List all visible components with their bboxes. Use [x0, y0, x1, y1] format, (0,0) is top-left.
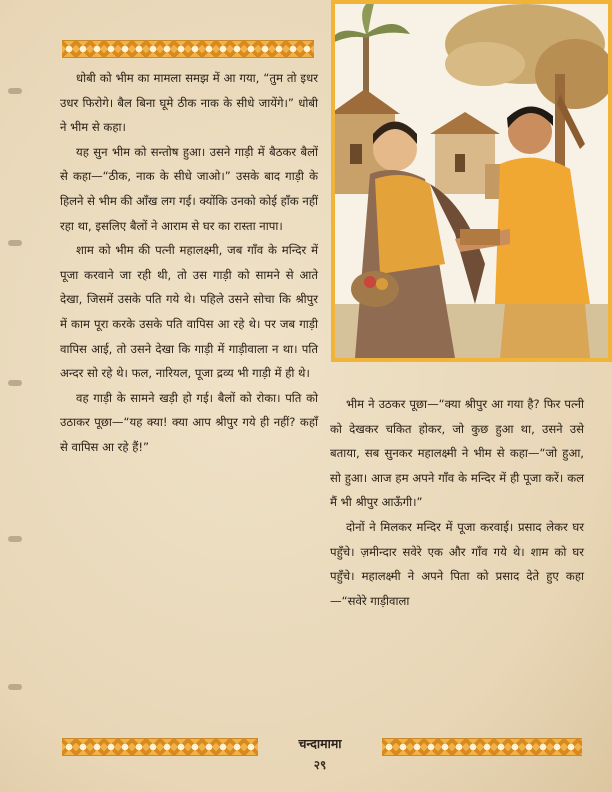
paragraph: वह गाड़ी के सामने खड़ी हो गई। बैलों को रोका। पति को उठाकर पूछा—“यह क्या! क्या आप श्रीपुर गये ही नहीं? कहाँ से वापिस आ रहे हैं!”: [60, 390, 318, 454]
paragraph: शाम को भीम की पत्नी महालक्ष्मी, जब गाँव के मन्दिर में पूजा करवाने जा रही थी, तो उस गाड़ी को सामने से आते देखा, जिसमें उसके पति गये थे। पहिले उसने सोचा कि श्रीपुर में काम पूरा करके उसके पति वापिस आ रहे थे। पर जब गाड़ी वापिस आई, तो उसने देखा कि गाड़ी में गाड़ीवाला न था। पति अन्दर सो रहे थे। फल, नारियल, पूजा द्रव्य भी गाड़ी में ही थे।: [60, 243, 318, 381]
decorative-border-top: [62, 40, 314, 58]
paragraph: धोबी को भीम का मामला समझ में आ गया, “तुम तो इधर उधर फिरोगे। बैल बिना घूमे ठीक नाक के सीधे जायेंगे।” धोबी ने भीम से कहा।: [60, 71, 318, 135]
paragraph: भीम ने उठकर पूछा—“क्या श्रीपुर आ गया है? फिर पत्नी को देखकर चकित होकर, जो कुछ हुआ था, उसने उसे बताया, सब सुनकर महालक्ष्मी ने भीम से कहा—“जो हुआ, सो हुआ। आज हम अपने गाँव के मन्दिर में ही पूजा करें। कल मैं भी श्रीपुर आऊँगी।”: [330, 397, 584, 510]
left-text-column: [60, 66, 318, 460]
magazine-title: चन्दामामा: [298, 736, 342, 751]
binding-mark: [8, 380, 22, 386]
binding-mark: [8, 240, 22, 246]
binding-mark: [8, 684, 22, 690]
binding-mark: [8, 536, 22, 542]
paragraph: यह सुन भीम को सन्तोष हुआ। उसने गाड़ी में बैठकर बैलों से कहा—“ठीक, नाक के सीधे जाओ।” उसके बाद गाड़ी के हिलने से भीम की आँख लग गई। क्योंकि उनको कोई हाँक नहीं रहा था, इसलिए बैलों ने आराम से घर का रास्ता नापा।: [60, 144, 318, 233]
decorative-border-bottom-left: [62, 738, 258, 756]
paragraph: दोनों ने मिलकर मन्दिर में पूजा करवाई। प्रसाद लेकर घर पहुँचे। ज़मीन्दार सवेरे एक और गाँव गये थे। शाम को घर पहुँचे। महालक्ष्मी ने अपने पिता को प्रसाद देते हुए कहा—“सवेरे गाड़ीवाला: [330, 519, 584, 608]
page-number: २९: [313, 758, 327, 772]
right-text-column: [330, 392, 584, 613]
story-illustration: [331, 0, 612, 362]
binding-mark: [8, 88, 22, 94]
illustration-art: [335, 4, 608, 358]
decorative-border-bottom-right: [382, 738, 582, 756]
